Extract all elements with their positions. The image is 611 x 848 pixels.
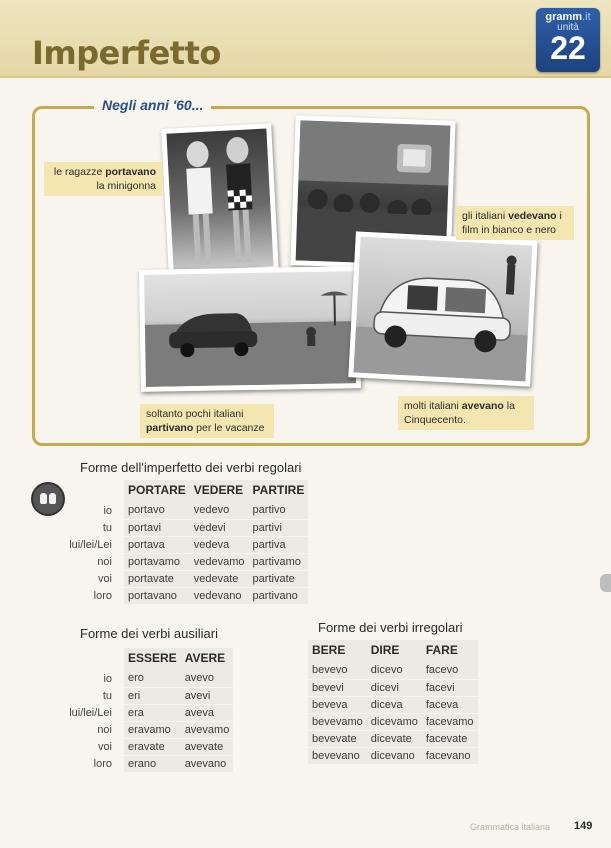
table-header-empty [62,648,124,670]
caption-text: i film in bianco e nero [462,210,562,236]
verb-cell: dicevano [367,747,422,764]
pronoun-cell: noi [97,723,112,736]
verb-cell: dicevo [367,662,422,679]
caption-text: per le vacanze [193,422,265,434]
caption-vacation [140,404,274,438]
table-row [308,713,478,730]
audio-icon[interactable] [33,484,63,514]
table-row [308,662,478,679]
caption-verb: partivano [146,422,194,434]
verb-cell: eri [124,687,181,704]
regular-verbs-title: Forme dell'imperfetto dei verbi regolari [80,460,302,475]
verb-cell: beveva [308,696,367,713]
table-row [62,536,308,553]
verb-cell: partivi [249,519,309,536]
verb-cell: portavate [124,570,190,587]
verb-cell: facevate [422,730,478,747]
irregular-verbs-title: Forme dei verbi irregolari [318,620,463,635]
photo-miniskirts [161,123,279,277]
pronoun-cell: lui/lei/Lei [69,538,112,551]
photo-beach-car [139,266,361,392]
badge-unit-label: unità [557,22,579,33]
table-header-row [308,640,478,662]
verb-cell: faceva [422,696,478,713]
verb-cell: dicevi [367,679,422,696]
caption-miniskirt [44,162,162,196]
caption-text: molti italiani [404,400,462,412]
verb-cell: eravate [124,738,181,755]
verb-cell: era [124,704,181,721]
pronoun-cell: noi [97,555,112,568]
verb-cell: avevamo [181,721,234,738]
table-row [308,696,478,713]
verb-cell: portavano [124,587,190,604]
auxiliary-verbs-table [62,648,233,773]
caption-cinquecento [398,396,534,430]
verb-cell: aveva [181,704,234,721]
verb-cell: ero [124,670,181,687]
table-row [62,570,308,587]
verb-cell: vedevamo [190,553,249,570]
pronoun-cell: tu [102,521,112,534]
column-header: PARTIRE [249,480,309,502]
unit-badge [536,8,600,72]
verb-cell: portava [124,536,190,553]
table-row [62,587,308,604]
verb-cell: diceva [367,696,422,713]
intro-title: Negli anni '60... [94,97,211,113]
column-header: VEDERE [190,480,249,502]
table-row [62,502,308,519]
badge-brand-suffix: .it [582,11,591,23]
verb-cell: dicevamo [367,713,422,730]
table-row [62,738,233,755]
verb-cell: facevo [422,662,478,679]
verb-cell: avevi [181,687,234,704]
verb-cell: avevo [181,670,234,687]
table-row [308,747,478,764]
pronoun-cell: io [103,672,112,685]
table-header-row [62,648,233,670]
caption-verb: vedevano [508,210,557,222]
verb-cell: bevevi [308,679,367,696]
table-row [62,721,233,738]
verb-cell: partiva [249,536,309,553]
verb-cell: partivo [249,502,309,519]
page-number: 149 [574,820,593,832]
footer-text: Grammatica italiana [470,822,551,832]
verb-cell: vedeva [190,536,249,553]
caption-text: le ragazze [53,166,106,178]
table-row [62,519,308,536]
caption-verb: portavano [105,166,156,178]
verb-cell: partivamo [249,553,309,570]
verb-cell: bevevamo [308,713,367,730]
table-row [62,670,233,687]
table-row [62,755,233,772]
caption-text: la Cinquecento. [404,400,515,426]
verb-cell: dicevate [367,730,422,747]
verb-cell: avevate [181,738,234,755]
photo-cinquecento [348,231,537,386]
verb-cell: bevevano [308,747,367,764]
page-edge-tab [600,574,611,592]
pronoun-cell: voi [97,572,112,585]
caption-text: soltanto pochi italiani [146,408,244,420]
verb-cell: bevevate [308,730,367,747]
badge-unit-number: 22 [550,30,586,66]
verb-cell: facevi [422,679,478,696]
verb-cell: avevano [181,755,234,772]
verb-cell: partivano [249,587,309,604]
badge-brand-text: gramm [545,11,583,23]
column-header: FARE [422,640,478,662]
chapter-header [0,0,611,78]
irregular-verbs-table [308,640,478,765]
verb-cell: portavo [124,502,190,519]
verb-cell: facevamo [422,713,478,730]
table-row [62,553,308,570]
pronoun-cell: lui/lei/Lei [69,706,112,719]
table-row [62,687,233,704]
caption-verb: avevano [461,400,504,412]
table-row [308,679,478,696]
pronoun-cell: tu [102,689,112,702]
table-header-empty [62,480,124,502]
verb-cell: vedevano [190,587,249,604]
caption-text: la minigonna [96,180,156,192]
column-header: BERE [308,640,367,662]
column-header: PORTARE [124,480,190,502]
regular-verbs-table [62,480,308,605]
verb-cell: vedevate [190,570,249,587]
pronoun-cell: io [103,504,112,517]
verb-cell: portavamo [124,553,190,570]
verb-cell: partivate [249,570,309,587]
pronoun-cell: loro [93,589,112,602]
verb-cell: vedevi [190,519,249,536]
page-title: Imperfetto [32,34,221,72]
table-header-row [62,480,308,502]
table-row [308,730,478,747]
caption-television [456,206,574,240]
verb-cell: bevevo [308,662,367,679]
verb-cell: facevano [422,747,478,764]
table-row [62,704,233,721]
verb-cell: vedevo [190,502,249,519]
verb-cell: portavi [124,519,190,536]
verb-cell: eravamo [124,721,181,738]
column-header: ESSERE [124,648,181,670]
column-header: AVERE [181,648,234,670]
auxiliary-verbs-title: Forme dei verbi ausiliari [80,626,218,641]
pronoun-cell: voi [97,740,112,753]
verb-cell: erano [124,755,181,772]
caption-text: gli italiani [462,210,509,222]
pronoun-cell: loro [93,757,112,770]
column-header: DIRE [367,640,422,662]
